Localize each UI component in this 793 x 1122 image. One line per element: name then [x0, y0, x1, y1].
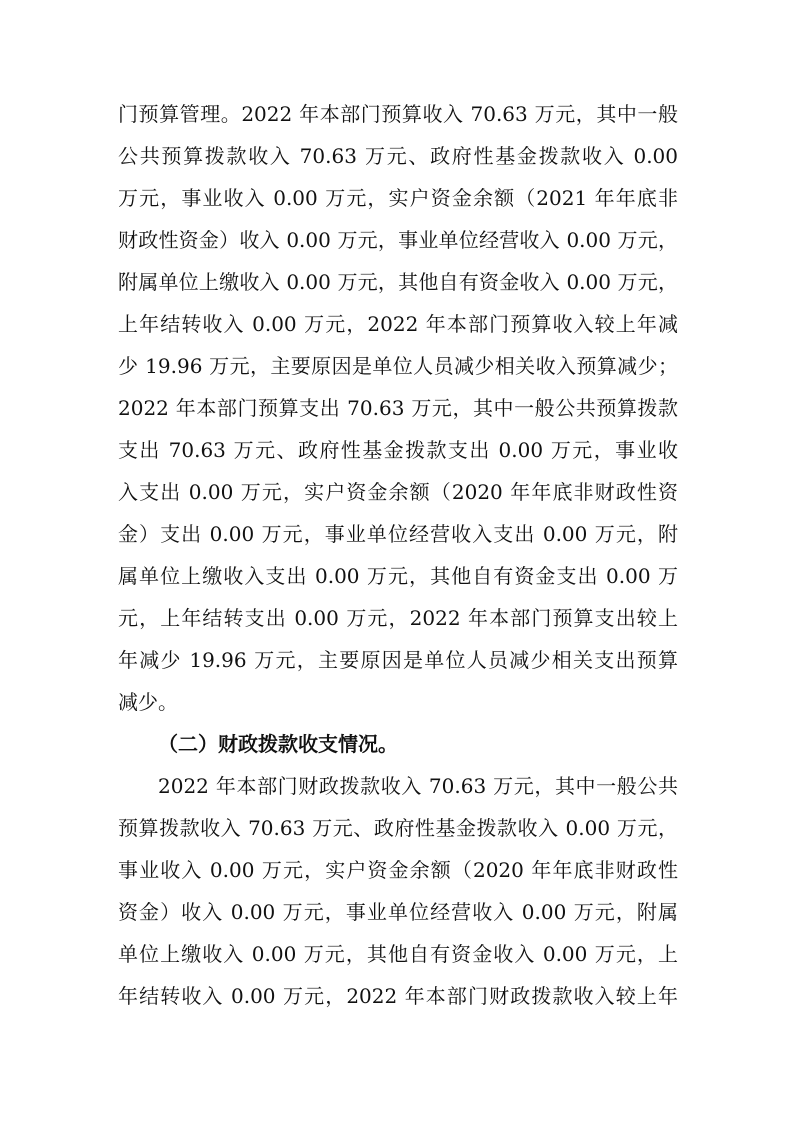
text-line: 元，上年结转支出 0.00 万元，2022 年本部门预算支出较上 [118, 606, 678, 630]
text-line: 减少。 [118, 690, 178, 714]
text-line: 年结转收入 0.00 万元，2022 年本部门财政拨款收入较上年 [118, 984, 678, 1008]
text-line: 2022 年本部门财政拨款收入 70.63 万元，其中一般公共 [158, 774, 678, 798]
text-line: 附属单位上缴收入 0.00 万元，其他自有资金收入 0.00 万元， [118, 270, 678, 294]
text-line: 门预算管理。2022 年本部门预算收入 70.63 万元，其中一般 [118, 102, 678, 126]
text-line: 支出 70.63 万元、政府性基金拨款支出 0.00 万元，事业收 [118, 438, 678, 462]
text-line: 2022 年本部门预算支出 70.63 万元，其中一般公共预算拨款 [118, 396, 678, 420]
text-line: 单位上缴收入 0.00 万元，其他自有资金收入 0.00 万元，上 [118, 942, 678, 966]
text-line: 公共预算拨款收入 70.63 万元、政府性基金拨款收入 0.00 [118, 144, 678, 168]
text-line: 预算拨款收入 70.63 万元、政府性基金拨款收入 0.00 万元， [118, 816, 678, 840]
text-line: 事业收入 0.00 万元，实户资金余额（2020 年年底非财政性 [118, 858, 678, 882]
text-line: 万元，事业收入 0.00 万元，实户资金余额（2021 年年底非 [118, 186, 678, 210]
text-line: 财政性资金）收入 0.00 万元，事业单位经营收入 0.00 万元， [118, 228, 678, 252]
text-line: 入支出 0.00 万元，实户资金余额（2020 年年底非财政性资 [118, 480, 678, 504]
text-line: 少 19.96 万元，主要原因是单位人员减少相关收入预算减少； [118, 354, 678, 378]
text-line: 上年结转收入 0.00 万元，2022 年本部门预算收入较上年减 [118, 312, 678, 336]
text-line: 属单位上缴收入支出 0.00 万元，其他自有资金支出 0.00 万 [118, 564, 678, 588]
text-line: 金）支出 0.00 万元，事业单位经营收入支出 0.00 万元，附 [118, 522, 678, 546]
text-line: 资金）收入 0.00 万元，事业单位经营收入 0.00 万元，附属 [118, 900, 678, 924]
section-heading: （二）财政拨款收支情况。 [158, 732, 398, 756]
text-line: 年减少 19.96 万元，主要原因是单位人员减少相关支出预算 [118, 648, 678, 672]
